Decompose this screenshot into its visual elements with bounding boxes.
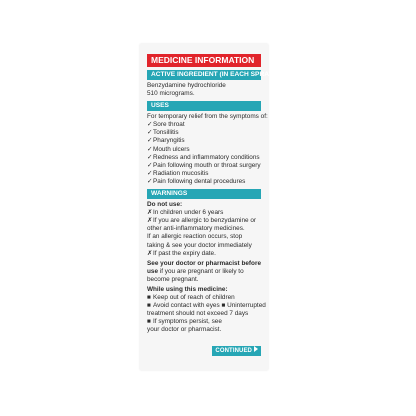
arrow-right-icon	[254, 346, 258, 352]
warnings-text	[147, 201, 266, 335]
warning-line: taking & see your doctor immediately	[147, 241, 252, 249]
see-doctor-note: See your doctor or pharmacist before use if you are pregnant or likely to become pregnant.	[147, 259, 261, 283]
panel-title: MEDICINE INFORMATION	[147, 54, 261, 67]
list-item: ✓Pharyngitis	[147, 137, 185, 145]
cross-icon: ✗	[147, 209, 153, 217]
bullet-icon: ■	[147, 318, 151, 326]
list-item: ■ Keep out of reach of children	[147, 294, 235, 302]
list-item: ✓Radiation mucositis	[147, 169, 209, 177]
list-item: ✓Sore throat	[147, 121, 185, 129]
continued-wrapper	[147, 339, 261, 357]
active-ingredient-text	[147, 82, 261, 98]
ingredient-line: Benzydamine hydrochloride	[147, 82, 226, 89]
list-item: ✓Mouth ulcers	[147, 145, 190, 153]
do-not-use-label: Do not use:	[147, 201, 183, 209]
cross-icon: ✗	[147, 249, 153, 257]
warning-line: If an allergic reaction occurs, stop	[147, 233, 243, 241]
check-icon: ✓	[147, 177, 153, 185]
uses-intro: For temporary relief from the symptoms of:	[147, 113, 268, 121]
cross-icon: ✗	[147, 217, 153, 225]
ingredient-line: 510 micrograms.	[147, 90, 195, 98]
list-item: ✓Pain following dental procedures	[147, 177, 246, 185]
list-item: ✓Redness and inflammatory conditions	[147, 153, 260, 161]
check-icon: ✓	[147, 169, 153, 177]
list-item: ✗If you are allergic to benzydamine or	[147, 217, 257, 225]
check-icon: ✓	[147, 153, 153, 161]
bullet-icon: ■	[147, 294, 151, 302]
uses-list	[147, 121, 261, 186]
warning-line: other anti-inflammatory medicines.	[147, 225, 245, 233]
check-icon: ✓	[147, 145, 153, 153]
continued-badge: CONTINUED	[212, 346, 261, 356]
check-icon: ✓	[147, 121, 153, 129]
medicine-info-panel	[140, 44, 275, 370]
list-item: ✗In children under 6 years	[147, 209, 224, 217]
bullet-icon: ■	[147, 302, 151, 310]
uses-heading: USES	[147, 101, 261, 111]
active-ingredient-heading: ACTIVE INGREDIENT (IN EACH SPRAY)	[147, 70, 261, 80]
list-item: ✓Pain following mouth or throat surgery	[147, 161, 261, 169]
list-item: ✗If past the expiry date.	[147, 249, 216, 257]
check-icon: ✓	[147, 129, 153, 137]
list-item: ■ If symptoms persist, see	[147, 318, 222, 326]
list-item: ✓Tonsillitis	[147, 129, 179, 137]
while-using-label: While using this medicine:	[147, 285, 228, 293]
check-icon: ✓	[147, 161, 153, 169]
warnings-heading: WARNINGS	[147, 189, 261, 199]
check-icon: ✓	[147, 137, 153, 145]
while-using-section: While using this medicine: ■ Keep out of reach of children ■ Avoid contact with eyes ■ Uninterrupted treatment should not exceed 7 days ■ If symptoms persist, see your doctor or pharmacist.	[147, 285, 266, 334]
uses-text	[147, 113, 268, 186]
list-item: ■ Avoid contact with eyes ■ Uninterrupted	[147, 302, 266, 310]
